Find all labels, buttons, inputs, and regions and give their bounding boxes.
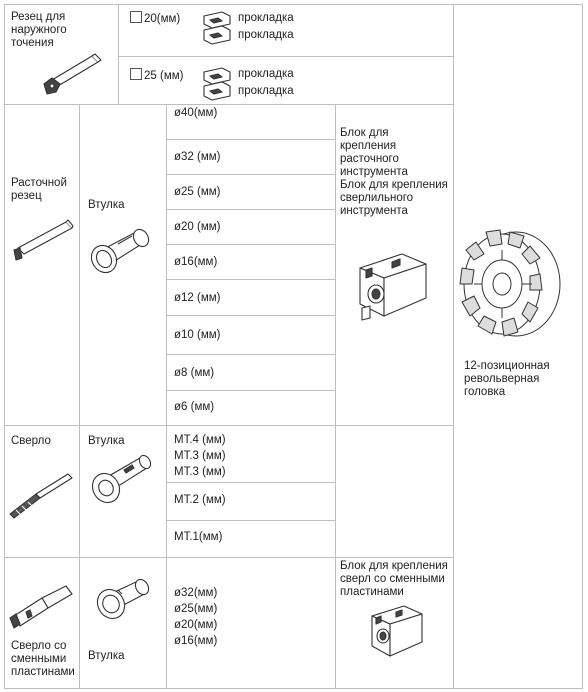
sleeve-icon — [88, 226, 154, 278]
boring-size-8: ø8 (мм) — [174, 367, 215, 379]
turning-tool-label: Резец для наружного точения — [11, 11, 67, 49]
grid-line — [4, 4, 583, 5]
boring-size-40: ø40(мм) — [174, 107, 218, 119]
grid-line — [582, 4, 583, 689]
checkbox-icon — [130, 68, 142, 80]
spacer-label-b: прокладка — [238, 29, 294, 41]
grid-line — [4, 4, 5, 689]
taper-size-1: МТ.1(мм) — [174, 531, 223, 543]
turning-option-25 — [130, 68, 183, 83]
boring-size-20: ø20 (мм) — [174, 221, 221, 233]
grid-line — [166, 279, 335, 280]
drill-sleeve-label: Втулка — [88, 435, 125, 447]
taper-size-4: МТ.4 (мм) — [174, 434, 226, 446]
turning-option-20 — [130, 11, 180, 26]
boring-size-25: ø25 (мм) — [174, 186, 221, 198]
turret-icon — [456, 222, 568, 346]
insert-size-25: ø25(мм) — [174, 603, 218, 615]
boring-size-6: ø6 (мм) — [174, 401, 215, 413]
grid-line — [166, 390, 335, 391]
grid-line — [166, 315, 335, 316]
grid-line — [4, 557, 454, 558]
insert-block-label: Блок для крепления сверл со сменными пластинами — [340, 560, 448, 598]
insert-size-16: ø16(мм) — [174, 635, 218, 647]
grid-line — [166, 139, 335, 140]
grid-line — [118, 56, 454, 57]
spacer-label-c: прокладка — [238, 68, 294, 80]
grid-line — [166, 174, 335, 175]
boring-bar-icon — [10, 214, 74, 264]
grid-line — [166, 104, 167, 689]
taper-size-2: МТ.2 (мм) — [174, 494, 226, 506]
grid-line — [118, 4, 119, 105]
taper-size-3a: МТ.3 (мм) — [174, 450, 226, 462]
spacer-icon — [200, 10, 234, 46]
insert-sleeve-icon — [92, 576, 154, 630]
spacer-label-d: прокладка — [238, 85, 294, 97]
grid-line — [335, 104, 336, 689]
turning-tool-icon — [38, 50, 102, 100]
grid-line — [453, 4, 454, 689]
insert-drill-icon — [8, 582, 74, 632]
turret-label: 12-позиционная револьверная головка — [464, 360, 550, 398]
taper-size-3b: МТ.3 (мм) — [174, 466, 226, 478]
grid-line — [4, 104, 454, 105]
boring-block-label: Блок для крепления расточного инструмента Блок для крепления сверлильного инструмента — [340, 127, 448, 217]
boring-tool-label: Расточной резец — [11, 177, 67, 202]
insert-drill-label: Сверло со сменными пластинами — [11, 640, 75, 678]
grid-line — [166, 209, 335, 210]
grid-line — [4, 425, 454, 426]
grid-line — [4, 688, 583, 689]
drill-icon — [6, 470, 74, 520]
tool-block-icon — [352, 246, 432, 324]
insert-sleeve-label: Втулка — [88, 650, 125, 662]
insert-block-icon — [366, 600, 428, 662]
checkbox-icon — [130, 11, 142, 23]
spacer-label-a: прокладка — [238, 12, 294, 24]
turning-size-25: 25 (мм) — [144, 70, 184, 82]
boring-size-32: ø32 (мм) — [174, 151, 221, 163]
grid-line — [166, 354, 335, 355]
boring-size-16: ø16(мм) — [174, 256, 218, 268]
grid-line — [79, 104, 80, 689]
boring-sleeve-label: Втулка — [88, 199, 125, 211]
drill-tool-label: Сверло — [11, 435, 51, 447]
turning-size-20: 20(мм) — [144, 13, 181, 25]
grid-line — [166, 244, 335, 245]
grid-line — [166, 520, 335, 521]
insert-size-32: ø32(мм) — [174, 587, 218, 599]
boring-size-12: ø12 (мм) — [174, 292, 221, 304]
grid-line — [166, 482, 335, 483]
taper-sleeve-icon — [88, 452, 154, 508]
insert-size-20: ø20(мм) — [174, 619, 218, 631]
boring-size-10: ø10 (мм) — [174, 329, 221, 341]
spacer-icon — [200, 66, 234, 102]
